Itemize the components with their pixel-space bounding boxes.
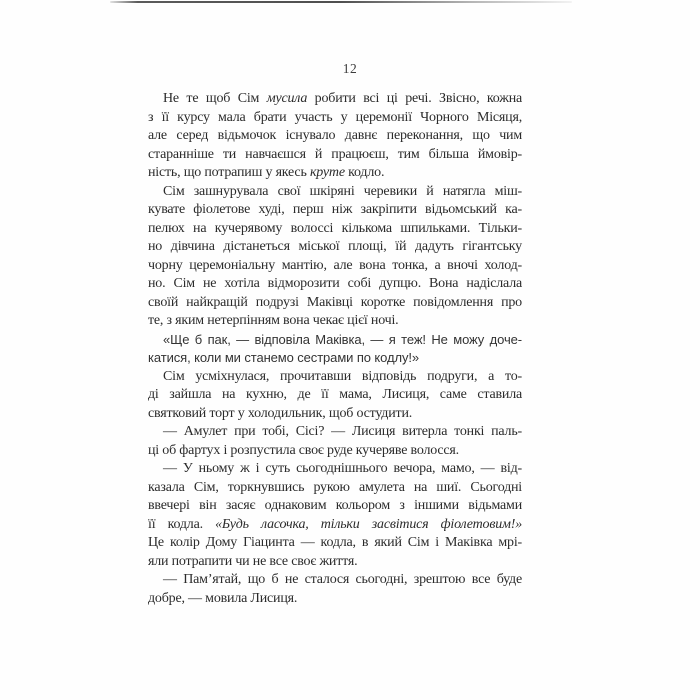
text-line bbox=[148, 90, 522, 109]
text-line bbox=[148, 127, 522, 146]
text-line bbox=[148, 312, 522, 331]
text-line bbox=[148, 257, 522, 276]
text-line bbox=[148, 534, 522, 553]
text-segment: робити всі ці речі. Звісно, кожна bbox=[307, 91, 522, 106]
page-number: 12 bbox=[342, 61, 358, 76]
text-line bbox=[148, 331, 522, 350]
text-line bbox=[148, 479, 522, 498]
text-segment: Це колір Дому Гіацинта — кодла, в який Сім і Маківка мрі- bbox=[148, 535, 522, 550]
text-segment: но дівчина дістанеться міської площі, їй дадуть гігантську bbox=[148, 239, 522, 254]
text-line bbox=[148, 423, 522, 442]
text-segment: казала Сім, торкнувшись рукою амулета на шиї. Сьогодні bbox=[148, 479, 522, 495]
italic-text: круте bbox=[309, 165, 345, 180]
body-paragraph bbox=[148, 571, 522, 608]
text-segment: чорну церемоніальну мантію, але вона тонка, а вночі холод- bbox=[148, 257, 522, 273]
text-segment: її кодла. bbox=[148, 516, 216, 532]
message-paragraph bbox=[148, 331, 522, 368]
text-segment: — У ньому ж і суть сьогоднішнього вечора, мамо, — від- bbox=[163, 461, 522, 476]
body-paragraph bbox=[148, 423, 522, 460]
body-paragraph bbox=[148, 90, 522, 183]
text-segment: кодло. bbox=[344, 165, 385, 180]
text-segment: но. Сім не хотіла відморозити собі дупцю. Вона надіслала bbox=[148, 276, 522, 291]
text-segment: Сім усміхнулася, прочитавши відповідь подруги, а то- bbox=[163, 368, 522, 384]
text-segment: своїй найкращій подрузі Маківці коротке повідомлення про bbox=[148, 294, 522, 310]
text-line bbox=[148, 368, 522, 387]
text-segment: добре, — мовила Лисиця. bbox=[148, 590, 298, 606]
text-segment: катися, коли ми станемо сестрами по кодлу!» bbox=[148, 350, 419, 365]
text-segment: ність, що потрапиш у якесь bbox=[148, 165, 310, 180]
scan-edge-line bbox=[110, 1, 572, 3]
text-line bbox=[148, 220, 522, 239]
text-line bbox=[148, 516, 522, 535]
text-segment: але серед відьмочок існувало давнє переконання, що чим bbox=[148, 128, 522, 143]
text-line bbox=[148, 442, 522, 461]
text-line bbox=[148, 164, 522, 183]
text-line bbox=[148, 553, 522, 572]
text-segment: Не те щоб Сім bbox=[163, 91, 267, 106]
text-segment: ці об фартух і розпустила своє руде кучеряве волосся. bbox=[148, 442, 459, 458]
text-line bbox=[148, 146, 522, 165]
text-segment: ввечері він засяє однаковим кольором з іншими відьмами bbox=[148, 498, 522, 513]
text-segment: «Ще б пак, — відповіла Маківка, — я теж! Не можу доче- bbox=[163, 331, 522, 347]
text-segment: Сім зашнурувала свої шкіряні черевики й натягла міш- bbox=[163, 183, 522, 199]
text-line bbox=[148, 275, 522, 294]
text-line bbox=[148, 460, 522, 479]
text-segment: пелюх на кучерявому волоссі кількома шпильками. Тільки- bbox=[148, 220, 522, 236]
body-paragraph bbox=[148, 183, 522, 331]
text-line bbox=[148, 405, 522, 424]
text-segment: кувате фіолетове худі, перш ніж закріпити відьомський ка- bbox=[148, 202, 522, 217]
text-line bbox=[148, 109, 522, 128]
body-paragraph bbox=[148, 368, 522, 424]
text-line bbox=[148, 349, 522, 368]
text-line bbox=[148, 497, 522, 516]
text-line bbox=[148, 571, 522, 590]
text-segment: ді зайшла на кухню, де її мама, Лисиця, саме ставила bbox=[148, 387, 522, 402]
text-segment: святковий торт у холодильник, щоб остудити. bbox=[148, 405, 413, 421]
text-line bbox=[148, 590, 522, 609]
text-line bbox=[148, 238, 522, 257]
italic-text: мусила bbox=[266, 91, 308, 106]
text-line bbox=[148, 386, 522, 405]
text-line bbox=[148, 201, 522, 220]
text-segment: з її курсу мала брати участь у церемонії Чорного Місяця, bbox=[148, 109, 522, 125]
text-segment: яли потрапити чи не все своє життя. bbox=[148, 553, 358, 569]
text-block bbox=[148, 90, 522, 608]
italic-text: «Будь ласочка, тільки засвітися фіолетовим!» bbox=[215, 516, 522, 532]
body-paragraph bbox=[148, 460, 522, 571]
text-line bbox=[148, 183, 522, 202]
text-segment: старанніше ти навчаєшся й працюєш, тим більша ймовір- bbox=[148, 146, 522, 162]
text-segment: те, з яким нетерпінням вона чекає цієї ночі. bbox=[148, 313, 399, 328]
text-segment: — Амулет при тобі, Сісі? — Лисиця витерла тонкі паль- bbox=[163, 424, 522, 439]
text-segment: — Пам’ятай, що б не сталося сьогодні, зрештою все буде bbox=[163, 572, 522, 587]
text-line bbox=[148, 294, 522, 313]
